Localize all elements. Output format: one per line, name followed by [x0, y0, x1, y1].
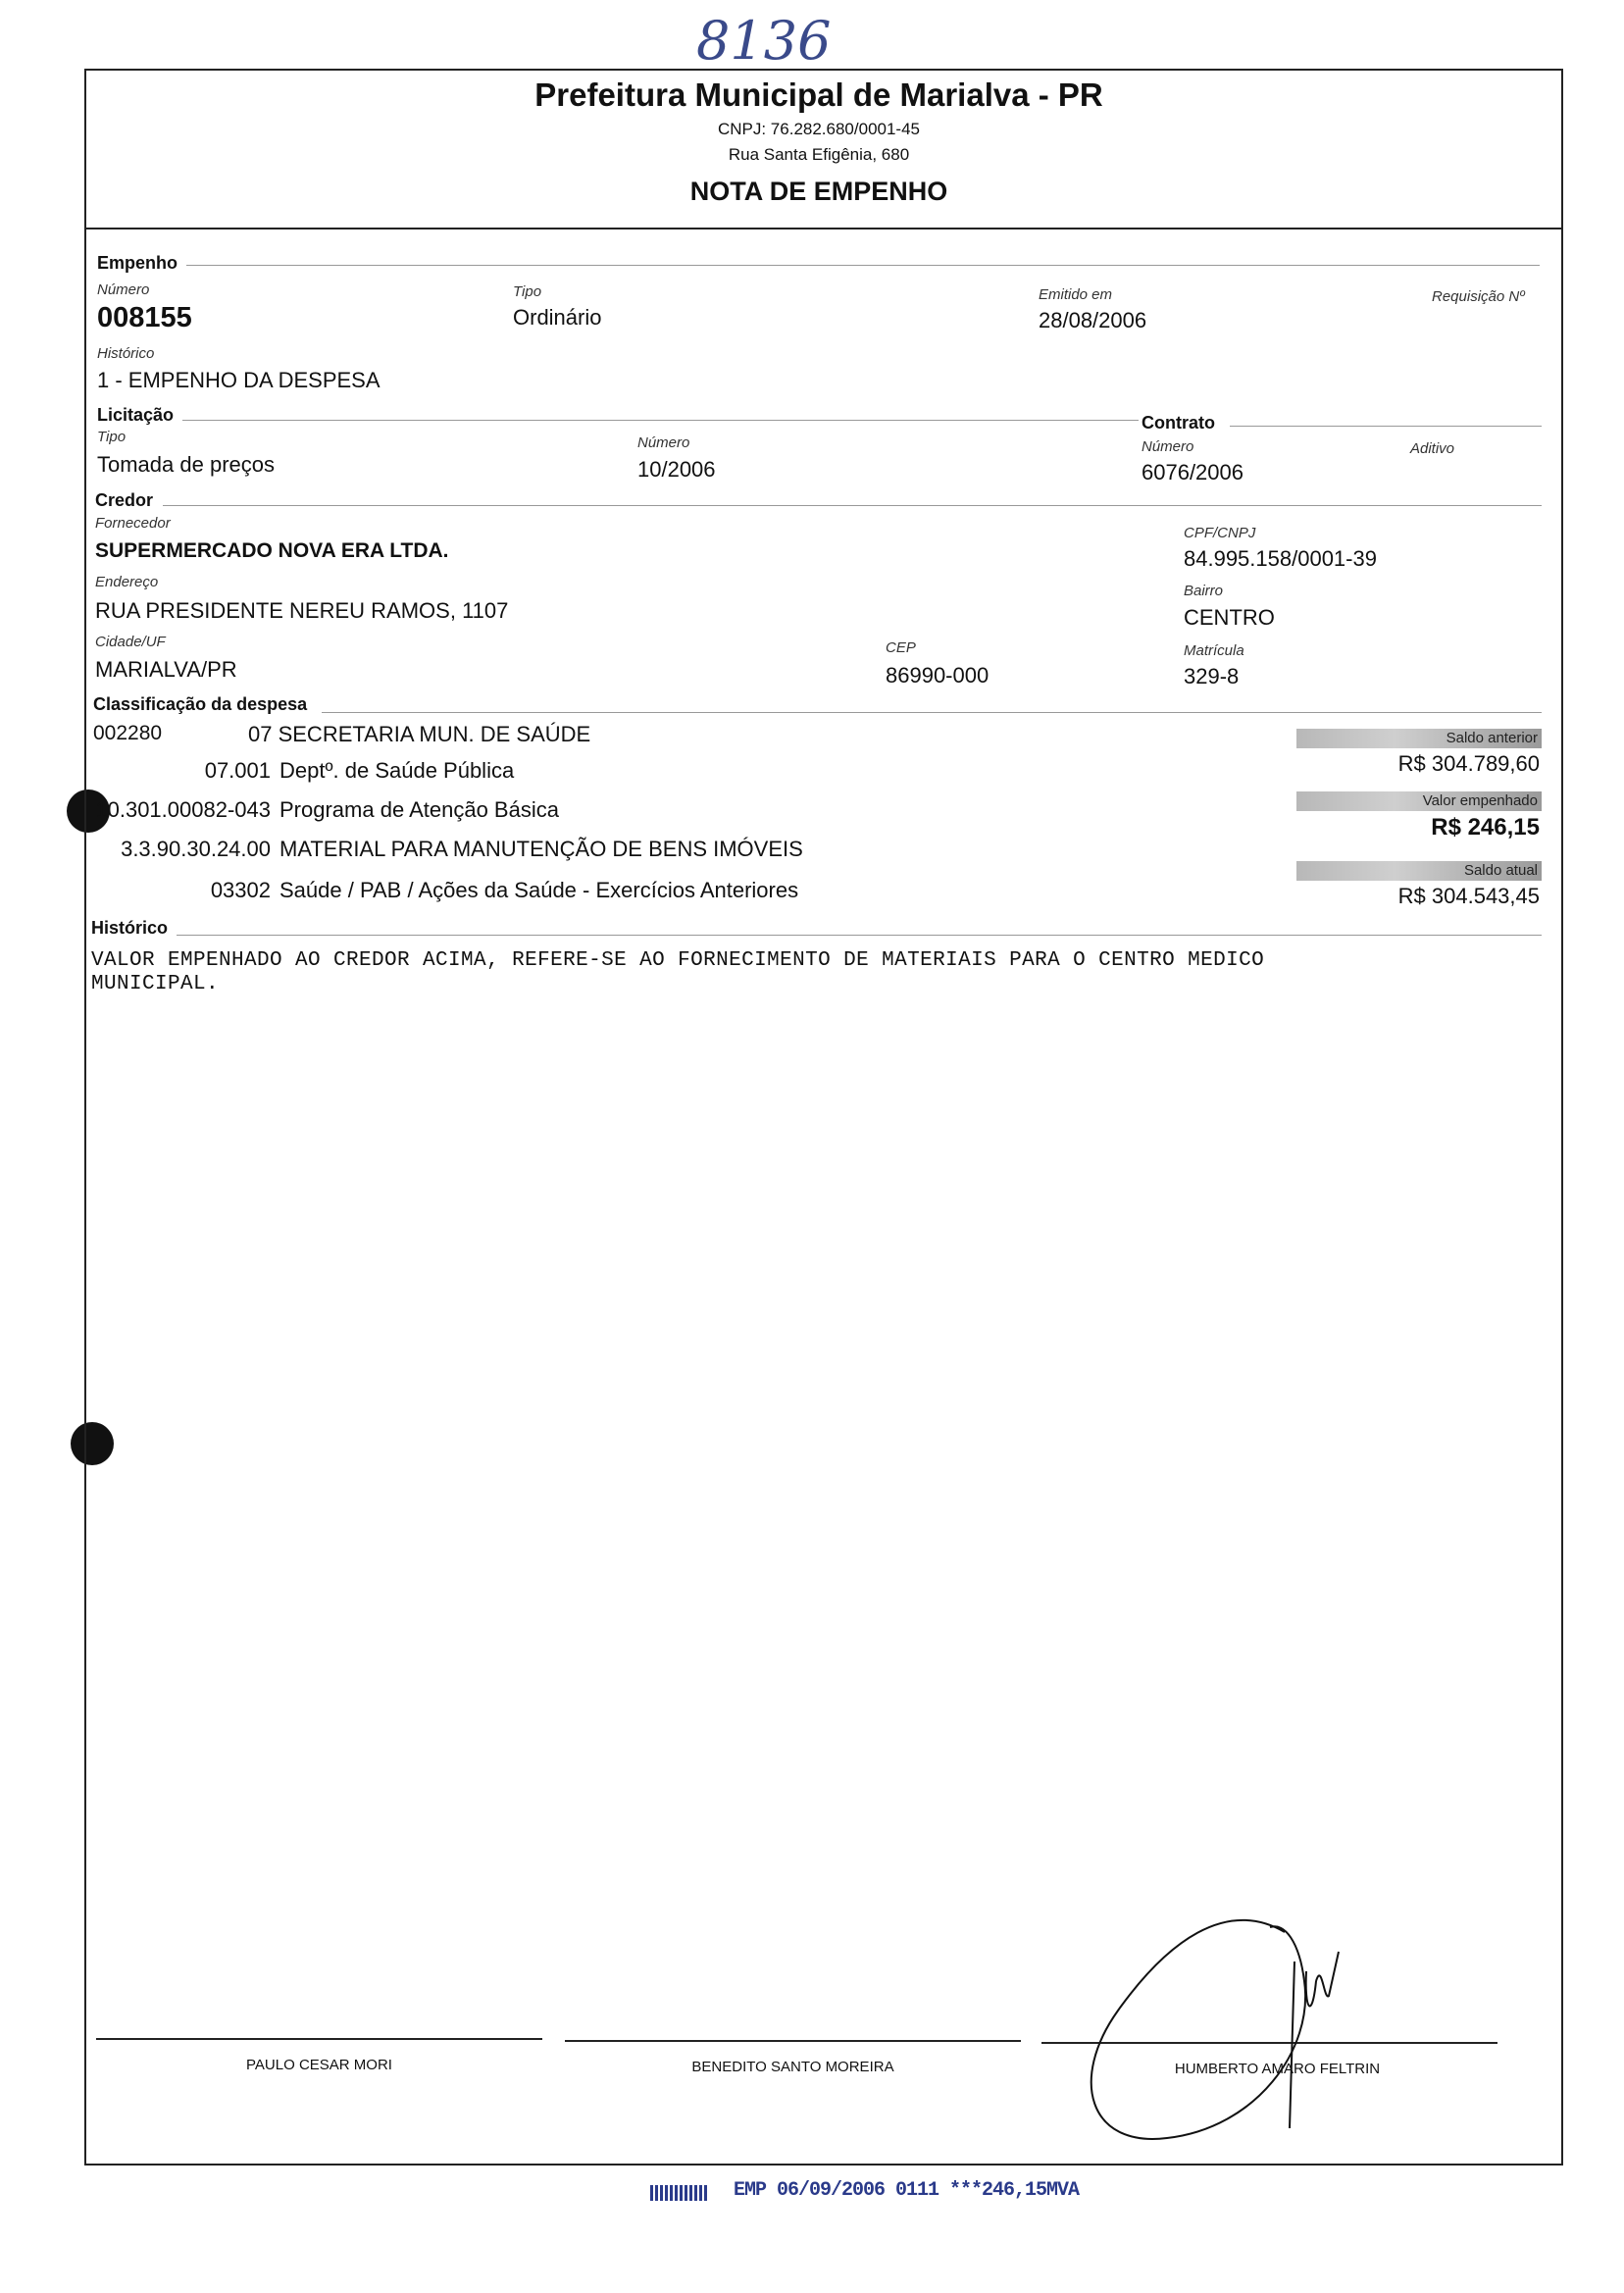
licitacao-tipo-label: Tipo	[97, 429, 127, 445]
classificacao-desc-2: Programa de Atenção Básica	[279, 797, 559, 822]
header-divider	[84, 228, 1561, 229]
classificacao-code-0: 002280	[93, 722, 163, 744]
contrato-numero-label: Número	[1142, 438, 1194, 455]
saldo-atual-label: Saldo atual	[1296, 861, 1542, 881]
signature-line-1	[96, 2038, 542, 2040]
credor-cep: 86990-000	[886, 663, 990, 688]
empenho-tipo: Ordinário	[513, 305, 602, 330]
classificacao-code-4: 03302	[210, 878, 271, 902]
classificacao-code-1: 07.001	[204, 758, 271, 783]
credor-endereco-label: Endereço	[95, 574, 159, 590]
empenho-numero: 008155	[97, 302, 192, 333]
header-block	[490, 76, 1147, 207]
empenho-emitido-label: Emitido em	[1039, 286, 1113, 303]
credor-fornecedor-label: Fornecedor	[95, 515, 171, 532]
contrato-numero: 6076/2006	[1142, 460, 1243, 484]
credor-bairro: CENTRO	[1184, 605, 1275, 630]
licitacao-numero: 10/2006	[637, 457, 716, 482]
signature-name-3: HUMBERTO AMARO FELTRIN	[1174, 2061, 1381, 2077]
credor-endereco: RUA PRESIDENTE NEREU RAMOS, 1107	[95, 598, 509, 623]
entity-name: Prefeitura Municipal de Marialva - PR	[534, 76, 1103, 113]
handwritten-signature	[1059, 1903, 1393, 2187]
classificacao-desc-3: MATERIAL PARA MANUTENÇÃO DE BENS IMÓVEIS	[279, 837, 803, 861]
stamp-barcode	[650, 2185, 709, 2201]
saldo-anterior-label: Saldo anterior	[1296, 729, 1542, 748]
classificacao-code-2: 10.301.00082-043	[95, 797, 271, 822]
historico-line-1: VALOR EMPENHADO AO CREDOR ACIMA, REFERE-SE AO FORNECIMENTO DE MATERIAIS PARA O CENTRO MEDICO	[91, 949, 1265, 972]
classificacao-code-3: 3.3.90.30.24.00	[121, 837, 271, 861]
bottom-stamp: EMP 06/09/2006 0111 ***246,15MVA	[734, 2179, 1080, 2202]
section-credor: Credor	[95, 490, 154, 510]
contrato-aditivo-label: Aditivo	[1410, 440, 1455, 457]
valor-empenhado: R$ 246,15	[1431, 814, 1540, 841]
credor-matricula: 329-8	[1184, 664, 1240, 688]
signature-name-2: BENEDITO SANTO MOREIRA	[691, 2059, 894, 2075]
document-title: NOTA DE EMPENHO	[689, 177, 948, 206]
empenho-emitido: 28/08/2006	[1039, 308, 1147, 332]
credor-cpf-label: CPF/CNPJ	[1184, 525, 1256, 541]
section-historico: Histórico	[91, 918, 169, 938]
entity-address: Rua Santa Efigênia, 680	[728, 145, 910, 164]
credor-cidade: MARIALVA/PR	[95, 657, 237, 682]
classificacao-desc-0: 07 SECRETARIA MUN. DE SAÚDE	[248, 722, 591, 746]
saldo-atual: R$ 304.543,45	[1397, 884, 1540, 908]
section-licitacao: Licitação	[97, 405, 175, 425]
credor-cidade-label: Cidade/UF	[95, 634, 166, 650]
saldo-anterior: R$ 304.789,60	[1397, 751, 1540, 776]
entity-cnpj: CNPJ: 76.282.680/0001-45	[717, 120, 921, 138]
signature-line-2	[565, 2040, 1021, 2042]
section-contrato: Contrato	[1142, 413, 1215, 433]
credor-matricula-label: Matrícula	[1184, 642, 1244, 659]
credor-cpf: 84.995.158/0001-39	[1184, 546, 1377, 571]
section-classificacao: Classificação da despesa	[93, 694, 308, 714]
handwritten-number: 8136	[696, 10, 832, 72]
credor-bairro-label: Bairro	[1184, 583, 1224, 599]
classificacao-desc-4: Saúde / PAB / Ações da Saúde - Exercícios Anteriores	[279, 878, 799, 902]
credor-cep-label: CEP	[886, 639, 916, 656]
classificacao-desc-1: Deptº. de Saúde Pública	[279, 758, 515, 783]
historico-line-2: MUNICIPAL.	[91, 973, 220, 995]
licitacao-tipo: Tomada de preços	[97, 452, 275, 477]
licitacao-numero-label: Número	[637, 434, 690, 451]
empenho-historico-label: Histórico	[97, 345, 155, 362]
valor-empenhado-label: Valor empenhado	[1296, 791, 1542, 811]
credor-fornecedor: SUPERMERCADO NOVA ERA LTDA.	[95, 539, 449, 562]
empenho-historico: 1 - EMPENHO DA DESPESA	[97, 368, 381, 392]
empenho-numero-label: Número	[97, 281, 150, 298]
signature-name-1: PAULO CESAR MORI	[246, 2057, 392, 2073]
empenho-requisicao-label: Requisição Nº	[1432, 288, 1525, 305]
section-empenho: Empenho	[97, 253, 178, 273]
empenho-tipo-label: Tipo	[513, 283, 542, 300]
